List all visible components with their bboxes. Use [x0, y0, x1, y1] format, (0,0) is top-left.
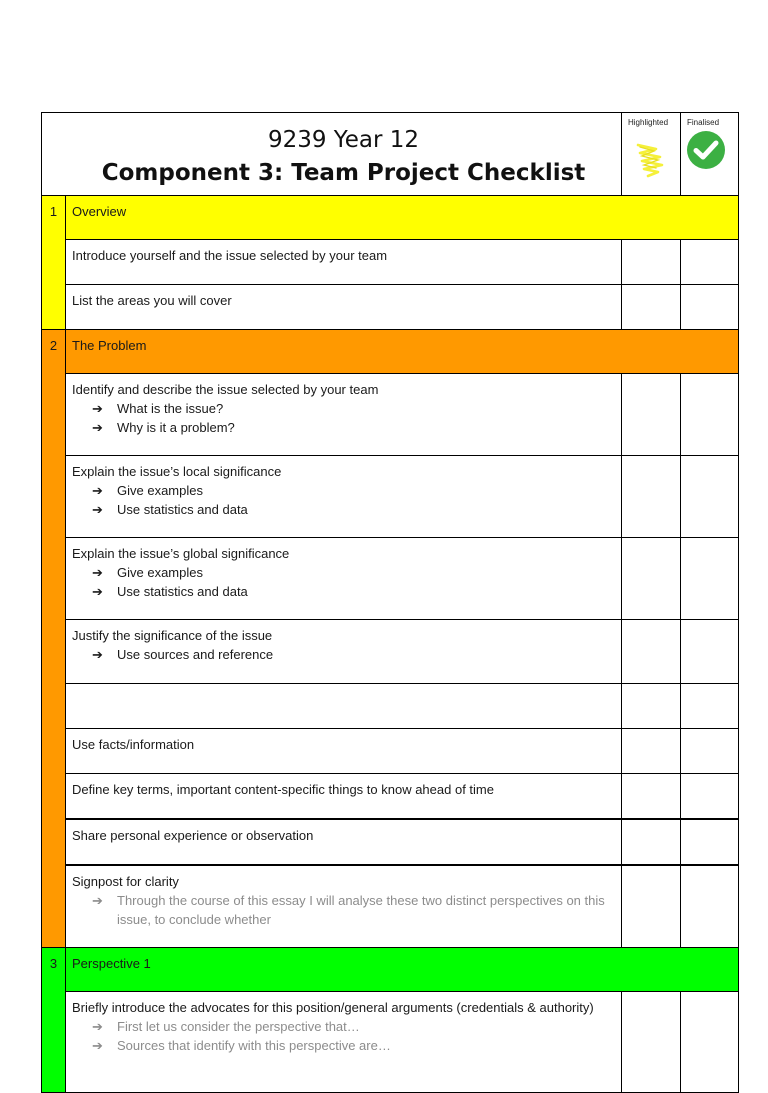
highlighted-checkbox[interactable] [622, 684, 681, 729]
arrow-icon: ➔ [92, 893, 103, 908]
item-text: Briefly introduce the advocates for this position/general arguments (credentials & authority) [72, 1000, 594, 1015]
table-row [42, 620, 739, 684]
bullet-text: Use sources and reference [117, 647, 274, 662]
bullet-text: Through the course of this essay I will analyse these two distinct perspectives on this issue, to conclude whether [117, 893, 605, 927]
arrow-icon: ➔ [92, 401, 103, 416]
highlighted-column-header [622, 113, 681, 196]
table-row [42, 285, 739, 330]
highlighted-checkbox[interactable] [622, 865, 681, 948]
arrow-icon: ➔ [92, 1038, 103, 1053]
section-3-number: 3 [42, 948, 66, 1093]
arrow-icon: ➔ [92, 1019, 103, 1034]
finalised-checkbox[interactable] [681, 620, 739, 684]
bullet-text: Give examples [117, 483, 203, 498]
checklist-table [41, 112, 739, 1093]
table-row [42, 240, 739, 285]
item-text: Use facts/information [66, 729, 622, 774]
section-1-number: 1 [42, 196, 66, 330]
table-row [42, 684, 739, 729]
finalised-checkbox[interactable] [681, 285, 739, 330]
bullet-text: Use statistics and data [117, 502, 248, 517]
item-cell [66, 865, 622, 948]
title-cell [42, 113, 622, 196]
title-line-1: 9239 Year 12 [267, 127, 420, 153]
arrow-icon: ➔ [92, 502, 103, 517]
finalised-checkbox[interactable] [681, 684, 739, 729]
bullet-text: Why is it a problem? [117, 420, 235, 435]
section-3-title: Perspective 1 [66, 948, 739, 992]
highlighted-checkbox[interactable] [622, 456, 681, 538]
item-text: Define key terms, important content-specific things to know ahead of time [66, 774, 622, 820]
item-text: Introduce yourself and the issue selected by your team [66, 240, 622, 285]
section-2-number: 2 [42, 330, 66, 948]
table-row [42, 774, 739, 820]
finalised-checkbox[interactable] [681, 729, 739, 774]
table-row [42, 456, 739, 538]
checkmark-circle-icon [686, 130, 726, 170]
highlighted-checkbox[interactable] [622, 992, 681, 1093]
arrow-icon: ➔ [92, 420, 103, 435]
table-row [42, 538, 739, 620]
section-2-title: The Problem [66, 330, 739, 374]
finalised-checkbox[interactable] [681, 774, 739, 820]
highlighted-checkbox[interactable] [622, 538, 681, 620]
arrow-icon: ➔ [92, 584, 103, 599]
title-line-2: Component 3: Team Project Checklist [101, 160, 586, 186]
item-cell [66, 456, 622, 538]
item-cell [66, 620, 622, 684]
table-row [42, 992, 739, 1093]
highlighted-label: Highlighted [628, 118, 669, 127]
item-cell [66, 992, 622, 1093]
highlighted-checkbox[interactable] [622, 240, 681, 285]
item-text: Explain the issue’s global significance [72, 546, 290, 561]
item-cell [66, 538, 622, 620]
finalised-checkbox[interactable] [681, 865, 739, 948]
highlighted-checkbox[interactable] [622, 729, 681, 774]
finalised-checkbox[interactable] [681, 992, 739, 1093]
item-text: Signpost for clarity [72, 874, 179, 889]
highlighted-checkbox[interactable] [622, 374, 681, 456]
item-text: Share personal experience or observation [66, 819, 622, 865]
highlighter-scribble-icon [634, 141, 668, 179]
section-1-title: Overview [66, 196, 739, 240]
arrow-icon: ➔ [92, 483, 103, 498]
table-row [42, 729, 739, 774]
highlighted-checkbox[interactable] [622, 620, 681, 684]
finalised-checkbox[interactable] [681, 374, 739, 456]
arrow-icon: ➔ [92, 565, 103, 580]
finalised-checkbox[interactable] [681, 538, 739, 620]
bullet-text: First let us consider the perspective that… [117, 1019, 360, 1034]
item-text: Identify and describe the issue selected by your team [72, 382, 379, 397]
table-row [42, 865, 739, 948]
finalised-column-header [681, 113, 739, 196]
item-text: List the areas you will cover [66, 285, 622, 330]
finalised-checkbox[interactable] [681, 456, 739, 538]
table-row [42, 819, 739, 865]
table-row [42, 374, 739, 456]
bullet-text: Give examples [117, 565, 203, 580]
highlighted-checkbox[interactable] [622, 819, 681, 865]
item-cell [66, 374, 622, 456]
item-text: Explain the issue’s local significance [72, 464, 282, 479]
arrow-icon: ➔ [92, 647, 103, 662]
finalised-checkbox[interactable] [681, 240, 739, 285]
bullet-text: Sources that identify with this perspective are… [117, 1038, 391, 1053]
highlighted-checkbox[interactable] [622, 285, 681, 330]
item-text: Justify the significance of the issue [72, 628, 273, 643]
finalised-label: Finalised [687, 118, 720, 127]
finalised-checkbox[interactable] [681, 819, 739, 865]
checklist-sheet [41, 112, 738, 1093]
item-text-empty [66, 684, 622, 729]
highlighted-checkbox[interactable] [622, 774, 681, 820]
bullet-text: Use statistics and data [117, 584, 248, 599]
bullet-text: What is the issue? [117, 401, 224, 416]
